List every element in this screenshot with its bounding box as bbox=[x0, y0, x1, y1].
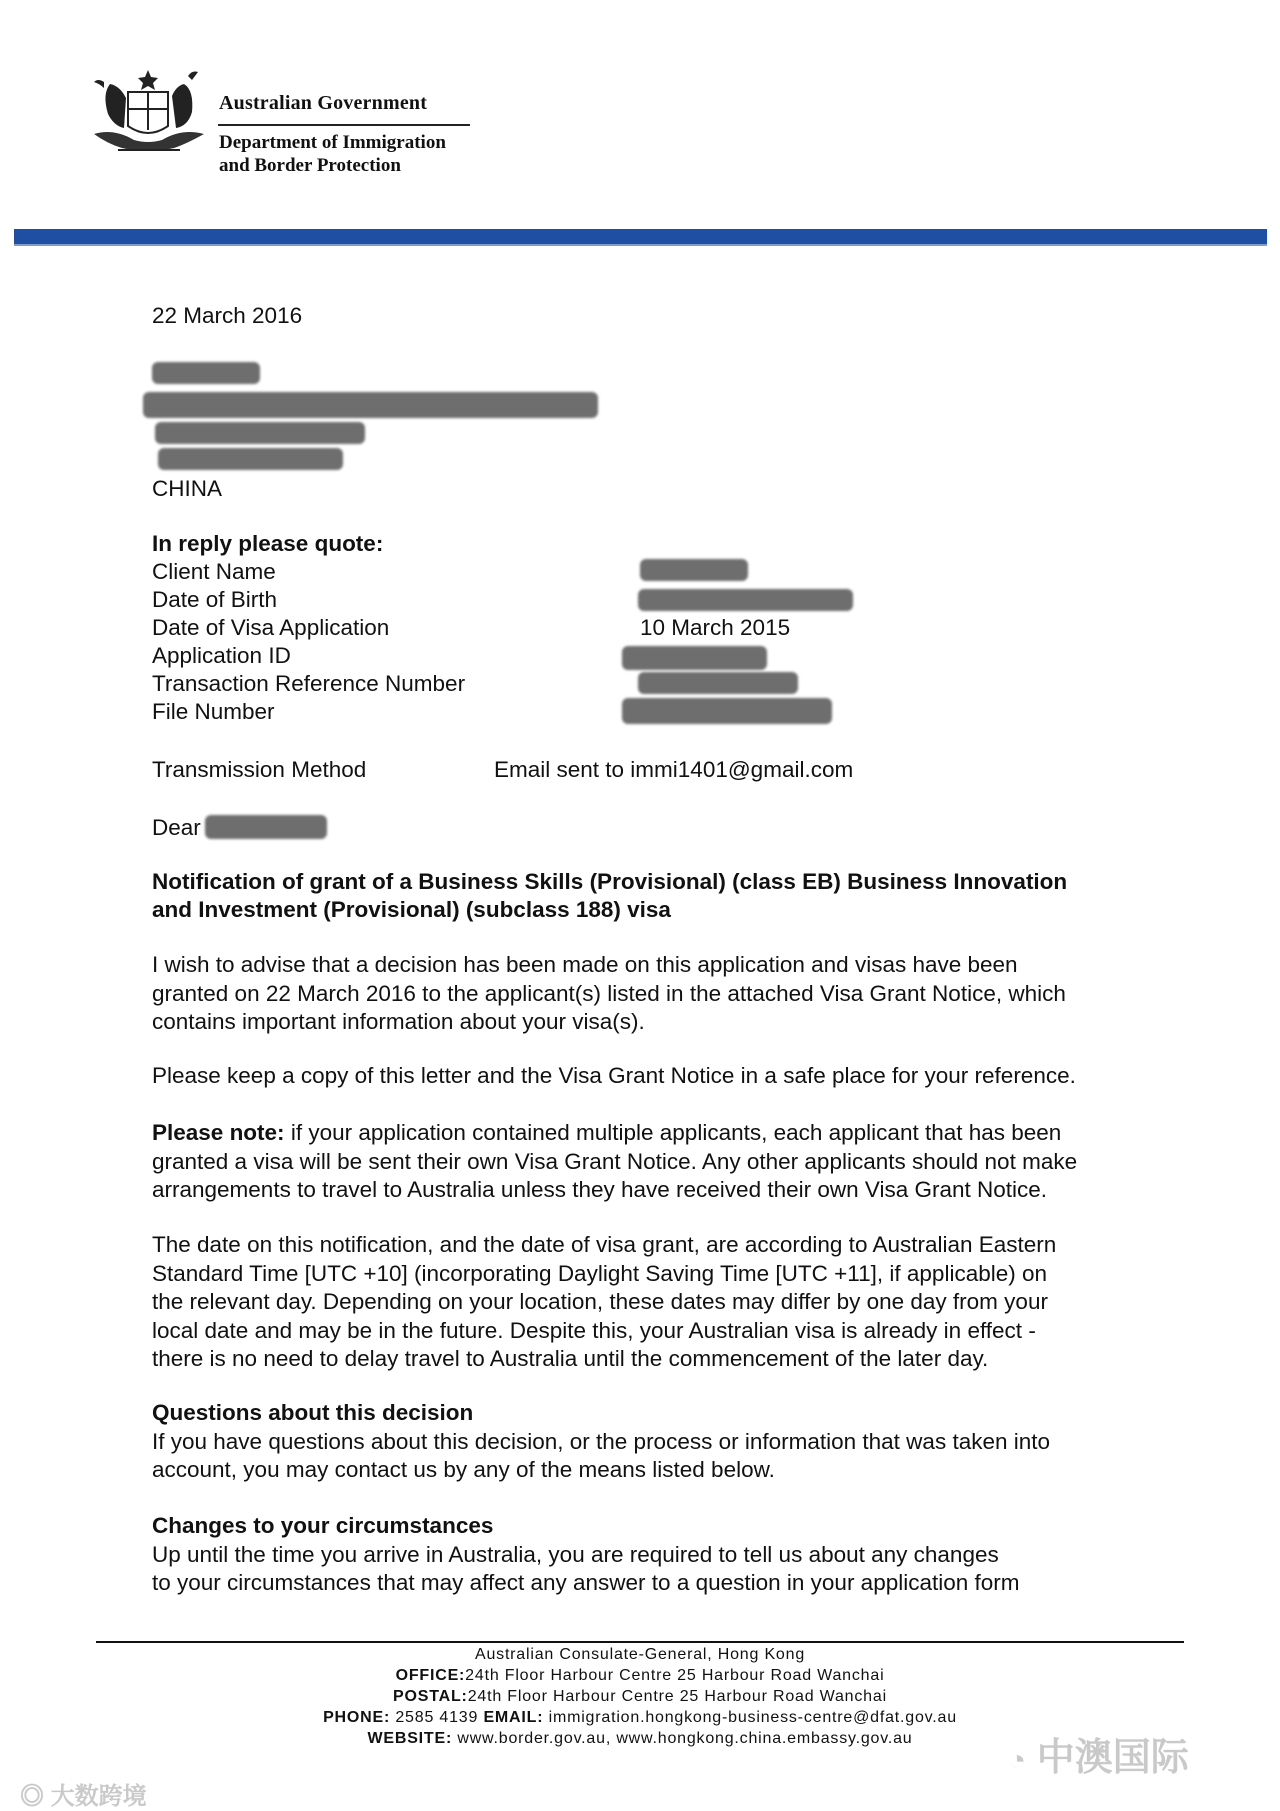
title-divider bbox=[218, 124, 470, 126]
salutation: Dear bbox=[152, 815, 201, 840]
subject-line-2: and Investment (Provisional) (subclass 188) visa bbox=[152, 897, 671, 922]
redacted-file-number bbox=[622, 698, 832, 724]
redacted-address bbox=[155, 422, 365, 444]
transmission-value: Email sent to immi1401@gmail.com bbox=[494, 757, 854, 782]
field-label-date-of-birth: Date of Birth bbox=[152, 587, 278, 612]
reply-heading: In reply please quote: bbox=[152, 531, 384, 556]
section-questions: Questions about this decision If you have questions about this decision, or the process or information that was taken into account, you may contact us by any of the means listed below. bbox=[152, 1399, 1132, 1485]
field-label-transaction-ref: Transaction Reference Number bbox=[152, 671, 466, 696]
field-label-file-number: File Number bbox=[152, 699, 275, 724]
recipient-country: CHINA bbox=[152, 476, 223, 501]
redacted-address bbox=[143, 392, 598, 418]
footer-divider bbox=[96, 1641, 1184, 1643]
body-paragraph-time-zone: The date on this notification, and the date of visa grant, are according to Australian Eastern Standard Time [UTC +10] (incorporating Daylight Saving Time [UTC +11], if applicable) on the relevant day. Depending on your location, these dates may differ by one day from your local date and may be in the future. Despite this, your Australian visa is already in effect - there is no need to delay travel to Australia until the commencement of the later day. bbox=[152, 1232, 1057, 1371]
redacted-recipient-name bbox=[205, 815, 327, 839]
field-label-application-id: Application ID bbox=[152, 643, 291, 668]
footer-contact: PHONE: 2585 4139 EMAIL: immigration.hongkong-business-centre@dfat.gov.au bbox=[323, 1709, 957, 1726]
redacted-transaction-ref bbox=[638, 672, 798, 694]
field-label-client-name: Client Name bbox=[152, 559, 276, 584]
redacted-date-of-birth bbox=[638, 589, 853, 611]
letter-date: 22 March 2016 bbox=[152, 303, 303, 328]
changes-heading: Changes to your circumstances bbox=[152, 1513, 494, 1538]
body-paragraph-decision: I wish to advise that a decision has been made on this application and visas have been granted on 22 March 2016 to the applicant(s) listed in the attached Visa Grant Notice, which contains important information about your visa(s). bbox=[152, 952, 1066, 1034]
redacted-address bbox=[158, 448, 343, 470]
department-name-line1: Department of Immigration bbox=[219, 132, 446, 153]
body-paragraph-keep-copy: Please keep a copy of this letter and the Visa Grant Notice in a safe place for your reference. bbox=[152, 1063, 1076, 1088]
footer-office: OFFICE:24th Floor Harbour Centre 25 Harbour Road Wanchai bbox=[395, 1667, 885, 1684]
watermark-left: ◎ 大数跨境 bbox=[20, 1783, 147, 1810]
questions-heading: Questions about this decision bbox=[152, 1400, 474, 1425]
transmission-label: Transmission Method bbox=[152, 757, 367, 782]
coat-of-arms-icon bbox=[88, 64, 210, 160]
redacted-address bbox=[152, 362, 260, 384]
redacted-client-name bbox=[640, 559, 748, 581]
body-paragraph-note: Please note: if your application contained multiple applicants, each applicant that has been granted a visa will be sent their own Visa Grant Notice. Any other applicants should not make arrangements to travel to Australia unless they have received their own Visa Grant Notice. bbox=[152, 1120, 1078, 1202]
watermark-chat-icon: ◔ bbox=[1008, 1744, 1027, 1777]
footer-website: WEBSITE: www.border.gov.au, www.hongkong.china.embassy.gov.au bbox=[367, 1730, 913, 1747]
note-label: Please note: bbox=[152, 1120, 285, 1145]
header-blue-bar-light bbox=[14, 244, 1267, 246]
header-blue-bar bbox=[14, 229, 1267, 244]
watermark-right: ◔ 中澳国际 bbox=[1008, 1737, 1189, 1779]
field-value-date-of-application: 10 March 2015 bbox=[640, 615, 791, 640]
redacted-application-id bbox=[622, 646, 767, 670]
section-changes: Changes to your circumstances Up until the time you arrive in Australia, you are required to tell us about any changes to your circumstances that may affect any answer to a question in your application form bbox=[152, 1512, 1132, 1598]
field-label-date-of-application: Date of Visa Application bbox=[152, 615, 390, 640]
government-title: Australian Government bbox=[219, 92, 428, 114]
footer-office-name: Australian Consulate-General, Hong Kong bbox=[474, 1646, 806, 1663]
watermark-logo-icon: ◎ bbox=[20, 1783, 44, 1810]
footer-postal: POSTAL:24th Floor Harbour Centre 25 Harbour Road Wanchai bbox=[393, 1688, 887, 1705]
subject-line-1: Notification of grant of a Business Skills (Provisional) (class EB) Business Innovation bbox=[152, 869, 1068, 894]
department-name-line2: and Border Protection bbox=[219, 155, 401, 176]
